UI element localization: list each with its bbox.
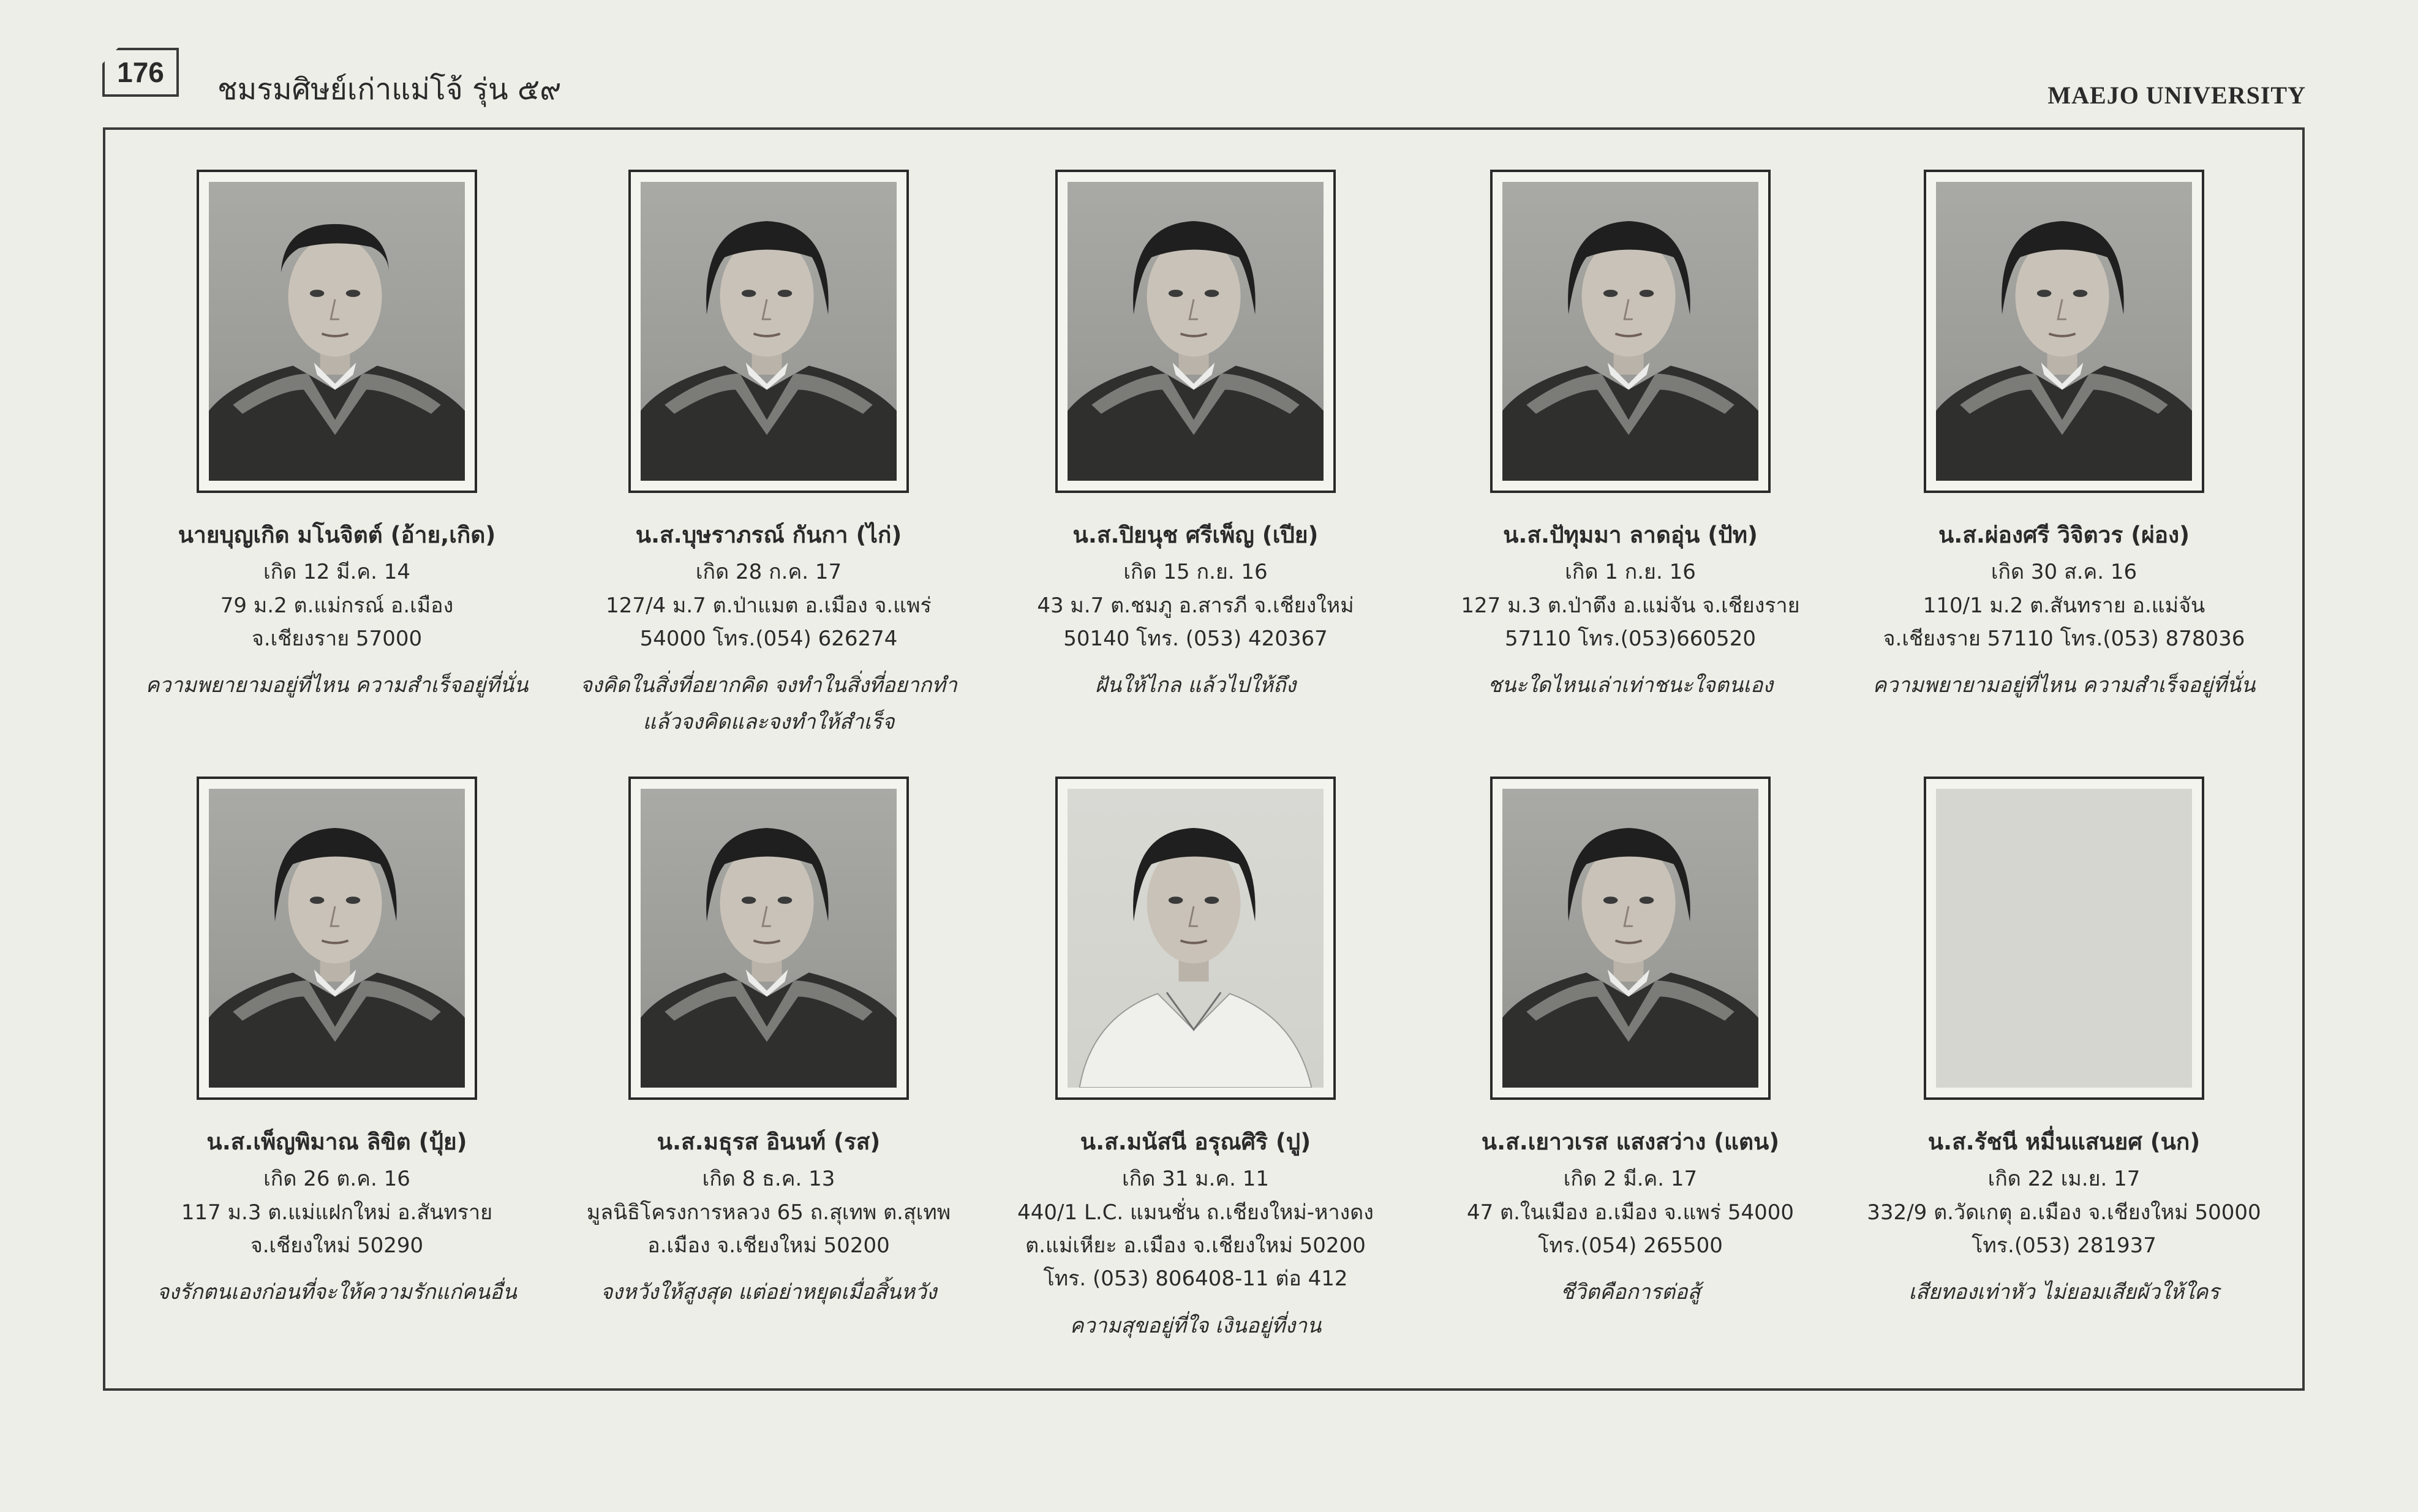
profile-birth: เกิด 26 ต.ค. 16 [263,1167,410,1192]
profile-birth: เกิด 31 ม.ค. 11 [1121,1167,1269,1192]
profile-motto-line: เสียทองเท่าหัว ไม่ยอมเสียผัวให้ใคร [1908,1280,2220,1305]
portrait-image [1068,789,1324,1088]
portrait-photo [628,777,909,1100]
profile-motto [122,1274,551,1311]
profile-motto [1416,668,1845,704]
profile-name: น.ส.ปัทุมมา ลาดอุ่น (ปัท) [1503,522,1758,548]
header-brand: MAEJO UNIVERSITY [2047,81,2306,109]
profile-motto-line: ชนะใดไหนเล่าเท่าชนะใจตนเอง [1488,673,1773,698]
profile-birth: เกิด 15 ก.ย. 16 [1123,560,1268,585]
profile-name: น.ส.เยาวเรส แสงสว่าง (แตน) [1481,1129,1780,1155]
profile-card [122,777,551,1311]
portrait-photo [1924,777,2204,1100]
profile-card [1850,170,2278,704]
profile-birth: เกิด 12 มี.ค. 14 [263,560,410,585]
profile-address-line: 127 ม.3 ต.ป่าตึง อ.แม่จัน จ.เชียงราย [1461,593,1800,618]
profile-motto [1416,1274,1845,1311]
profile-address-line: ต.แม่เหียะ อ.เมือง จ.เชียงใหม่ 50200 [1025,1233,1366,1258]
profile-name: น.ส.มธุรส อินนท์ (รส) [657,1129,881,1155]
profile-name: น.ส.ปิยนุช ศรีเพ็ญ (เปีย) [1072,522,1319,548]
profile-address-line: โทร.(054) 265500 [1538,1233,1723,1258]
profile-card [554,170,983,740]
profile-address-line: 54000 โทร.(054) 626274 [639,626,898,652]
portrait-image [1502,182,1758,481]
profile-name: น.ส.บุษราภรณ์ กันกา (ไก่) [635,522,902,548]
profile-motto [981,668,1410,704]
portrait-image [1068,182,1324,481]
profile-motto [554,668,983,740]
profile-card [1416,170,1845,704]
profile-address-line: จ.เชียงราย 57110 โทร.(053) 878036 [1883,626,2245,652]
profile-address-line: 127/4 ม.7 ต.ป่าแมต อ.เมือง จ.แพร่ [606,593,932,618]
profile-motto-line: ฝันให้ไกล แล้วไปให้ถึง [1094,673,1297,698]
profile-address-line: อ.เมือง จ.เชียงใหม่ 50200 [647,1233,890,1258]
profile-motto-line: ชีวิตคือการต่อสู้ [1560,1280,1701,1305]
profile-address-line: มูลนิธิโครงการหลวง 65 ถ.สุเทพ ต.สุเทพ [586,1200,951,1225]
portrait-image [209,182,465,481]
profile-address-line: 110/1 ม.2 ต.สันทราย อ.แม่จัน [1923,593,2205,618]
profile-name: น.ส.เพ็ญพิมาณ ลิขิต (ปุ้ย) [206,1129,467,1155]
portrait-photo [1490,170,1771,493]
profile-motto-line: ความสุขอยู่ที่ใจ เงินอยู่ที่งาน [1069,1313,1322,1338]
profile-card [981,170,1410,704]
profile-card [1850,777,2278,1311]
header-title: ชมรมศิษย์เก่าแม่โจ้ รุ่น ๕๙ [217,72,562,107]
profile-birth: เกิด 8 ธ.ค. 13 [702,1167,835,1192]
profile-card [554,777,983,1311]
profile-name: น.ส.มนัสนี อรุณศิริ (ปู) [1080,1129,1311,1155]
portrait-image [641,789,897,1088]
profile-motto [981,1308,1410,1345]
profile-motto-line: แล้วจงคิดและจงทำให้สำเร็จ [642,709,895,734]
profile-motto-line: จงรักตนเองก่อนที่จะให้ความรักแก่คนอื่น [157,1280,517,1305]
portrait-photo [628,170,909,493]
portrait-photo [1055,777,1336,1100]
portrait-image [641,182,897,481]
profile-address-line: โทร.(053) 281937 [1972,1233,2156,1258]
profile-name: น.ส.ผ่องศรี วิจิตวร (ผ่อง) [1938,522,2190,548]
profile-motto-line: ความพยายามอยู่ที่ไหน ความสำเร็จอยู่ที่นั่น [145,673,529,698]
profile-motto-line: ความพยายามอยู่ที่ไหน ความสำเร็จอยู่ที่นั่น [1872,673,2256,698]
profile-motto [1850,668,2278,704]
profile-address-line: 440/1 L.C. แมนชั่น ถ.เชียงใหม่-หางดง [1017,1200,1374,1225]
profile-birth: เกิด 2 มี.ค. 17 [1563,1167,1698,1192]
profile-address-line: 332/9 ต.วัดเกตุ อ.เมือง จ.เชียงใหม่ 50000 [1867,1200,2261,1225]
profile-card [122,170,551,704]
portrait-image [1936,182,2192,481]
portrait-image [209,789,465,1088]
profile-birth: เกิด 22 เม.ย. 17 [1987,1167,2141,1192]
profile-card [1416,777,1845,1311]
profile-address-line: จ.เชียงราย 57000 [251,626,423,652]
profile-name: นายบุญเกิด มโนจิตต์ (อ้าย,เกิด) [178,522,496,548]
portrait-image [1936,789,2192,1088]
portrait-photo [1924,170,2204,493]
profile-birth: เกิด 28 ก.ค. 17 [695,560,842,585]
profile-address-line: โทร. (053) 806408-11 ต่อ 412 [1043,1266,1348,1292]
portrait-photo [197,170,477,493]
profile-address-line: 79 ม.2 ต.แม่กรณ์ อ.เมือง [220,593,454,618]
profile-address-line: 47 ต.ในเมือง อ.เมือง จ.แพร่ 54000 [1466,1200,1795,1225]
profile-address-line: 117 ม.3 ต.แม่แฝกใหม่ อ.สันทราย [181,1200,493,1225]
profile-address-line: 57110 โทร.(053)660520 [1505,626,1756,652]
portrait-photo [1055,170,1336,493]
portrait-image [1502,789,1758,1088]
page-number: 176 [102,48,179,97]
profile-motto [1850,1274,2278,1311]
profile-motto [122,668,551,704]
profile-birth: เกิด 30 ส.ค. 16 [1991,560,2137,585]
profile-motto [554,1274,983,1311]
profile-birth: เกิด 1 ก.ย. 16 [1565,560,1696,585]
profile-card [981,777,1410,1344]
profile-address-line: 43 ม.7 ต.ชมภู อ.สารภี จ.เชียงใหม่ [1037,593,1354,618]
page-header [0,0,2418,122]
profile-motto-line: จงคิดในสิ่งที่อยากคิด จงทำในสิ่งที่อยากทำ [580,673,957,698]
portrait-photo [1490,777,1771,1100]
profile-address-line: 50140 โทร. (053) 420367 [1063,626,1328,652]
profile-name: น.ส.รัชนี หมื่นแสนยศ (นก) [1927,1129,2201,1155]
profile-address-line: จ.เชียงใหม่ 50290 [250,1233,424,1258]
profile-motto-line: จงหวังให้สูงสุด แต่อย่าหยุดเมื่อสิ้นหวัง [600,1280,937,1305]
portrait-photo [197,777,477,1100]
